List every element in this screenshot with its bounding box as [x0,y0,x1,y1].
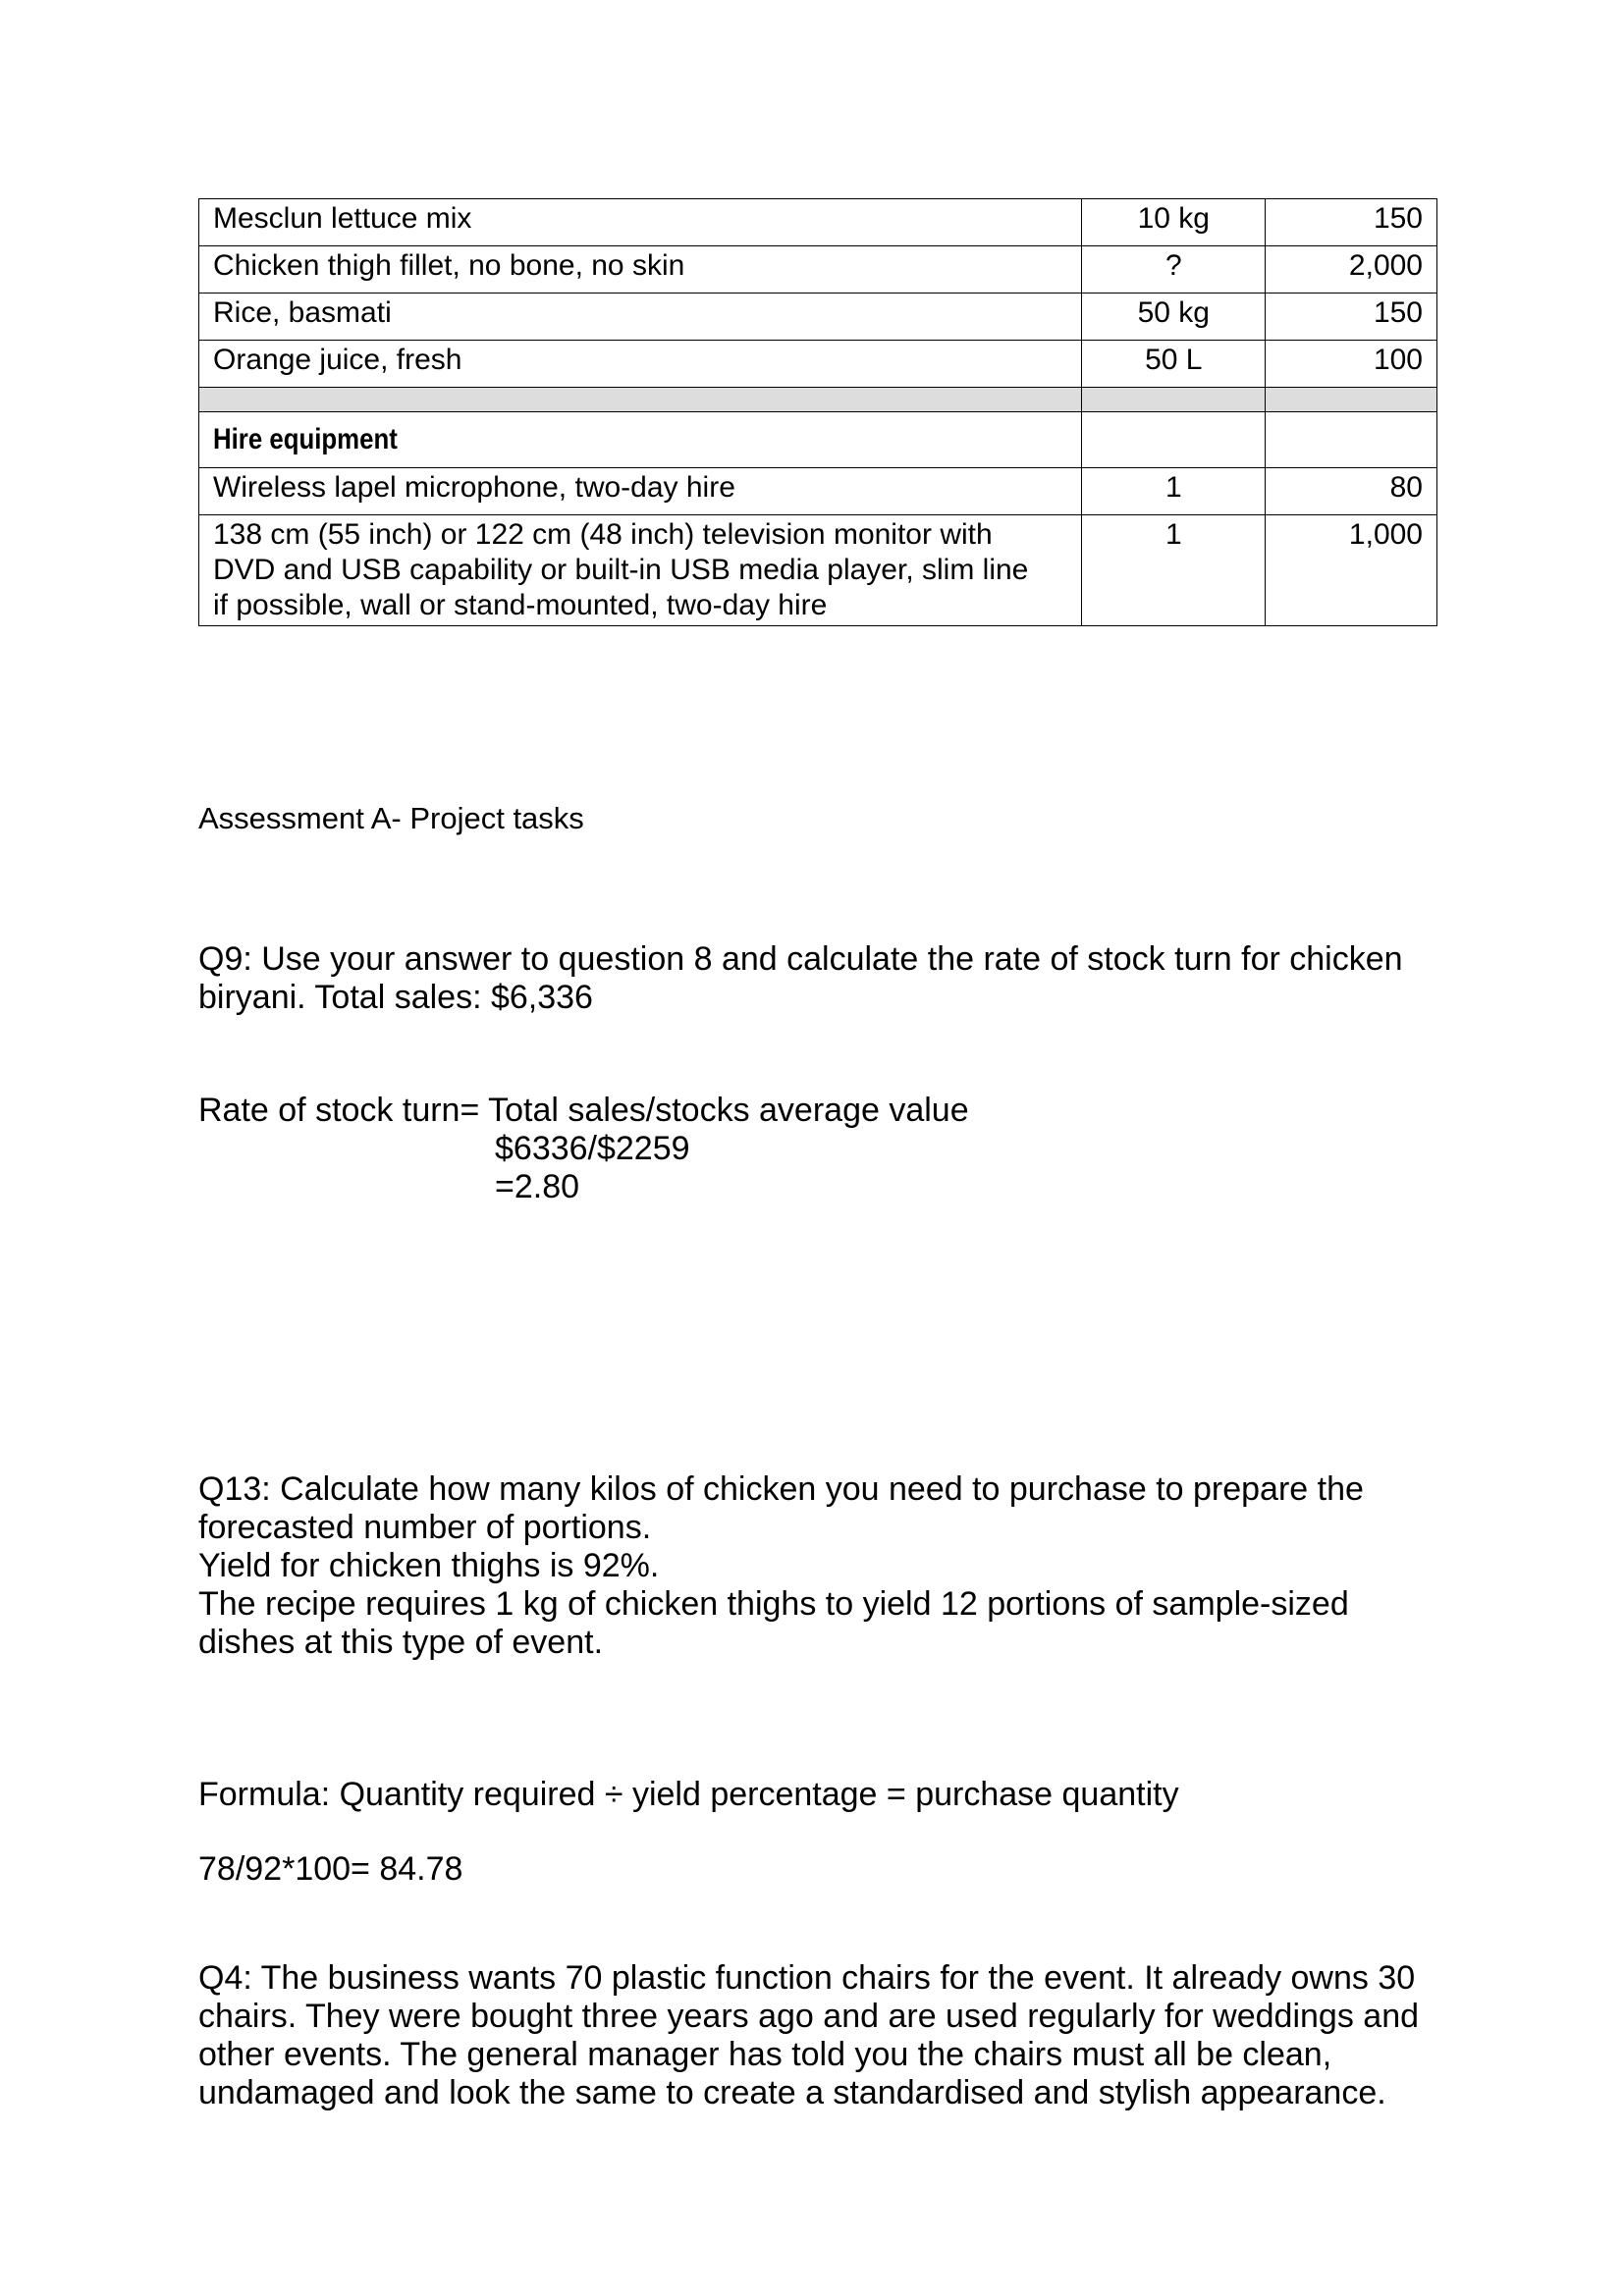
q13-question [198,1470,1435,1662]
unit-cell: 50 L [1082,341,1266,388]
q13-line: Yield for chicken thighs is 92%. [198,1547,660,1584]
q9-answer [198,1092,1435,1206]
unit-cell: 1 [1082,468,1266,515]
table-spacer-row [199,388,1437,412]
spacer-cell [199,388,1082,412]
empty-cell [1266,412,1437,468]
q4-question [198,1959,1435,2112]
supplies-table [198,198,1437,626]
q13-line: Q13: Calculate how many kilos of chicken you need to purchase to prepare the [198,1470,1364,1508]
table-row [199,199,1437,246]
section-label: Hire equipment [213,423,398,455]
q13-line: dishes at this type of event. [198,1624,604,1661]
spacer-cell [1266,388,1437,412]
q9-question [198,940,1435,1017]
item-cell [199,515,1082,626]
section-heading: Assessment A- Project tasks [198,801,584,835]
q13-formula: Formula: Quantity required ÷ yield percentage = purchase quantity [198,1776,1179,1813]
item-cell: Chicken thigh fillet, no bone, no skin [199,246,1082,294]
unit-cell: 10 kg [1082,199,1266,246]
qty-cell: 100 [1266,341,1437,388]
unit-cell: 1 [1082,515,1266,626]
qty-cell: 150 [1266,199,1437,246]
item-cell: Wireless lapel microphone, two-day hire [199,468,1082,515]
q9-line: Q9: Use your answer to question 8 and calculate the rate of stock turn for chicken [198,940,1403,978]
qty-cell: 80 [1266,468,1437,515]
item-line: DVD and USB capability or built-in USB media player, slim line [213,554,1029,586]
qty-cell: 2,000 [1266,246,1437,294]
empty-cell [1082,412,1266,468]
q9-step1: $6336/$2259 [495,1130,690,1167]
table-row [199,246,1437,294]
item-line: 138 cm (55 inch) or 122 cm (48 inch) television monitor with [213,518,993,551]
table-row [199,468,1437,515]
item-cell: Rice, basmati [199,294,1082,341]
q4-line: other events. The general manager has told you the chairs must all be clean, [198,2036,1332,2073]
table-row [199,341,1437,388]
q4-line: undamaged and look the same to create a standardised and stylish appearance. [198,2074,1386,2111]
unit-cell: 50 kg [1082,294,1266,341]
table-row [199,515,1437,626]
item-line: if possible, wall or stand-mounted, two-day hire [213,589,828,621]
qty-cell: 1,000 [1266,515,1437,626]
q13-line: The recipe requires 1 kg of chicken thighs to yield 12 portions of sample-sized [198,1585,1349,1623]
spacer-cell [1082,388,1266,412]
q9-step2: =2.80 [495,1168,580,1205]
q9-line: biryani. Total sales: $6,336 [198,979,593,1016]
qty-cell: 150 [1266,294,1437,341]
unit-cell: ? [1082,246,1266,294]
item-cell: Mesclun lettuce mix [199,199,1082,246]
q13-line: forecasted number of portions. [198,1509,652,1546]
section-row [199,412,1437,468]
section-cell [199,412,1082,468]
table-row [199,294,1437,341]
q13-answer: 78/92*100= 84.78 [198,1850,463,1888]
q4-line: Q4: The business wants 70 plastic function chairs for the event. It already owns 30 [198,1959,1416,1997]
q9-formula: Rate of stock turn= Total sales/stocks average value [198,1092,969,1129]
item-cell: Orange juice, fresh [199,341,1082,388]
q4-line: chairs. They were bought three years ago and are used regularly for weddings and [198,1998,1420,2035]
